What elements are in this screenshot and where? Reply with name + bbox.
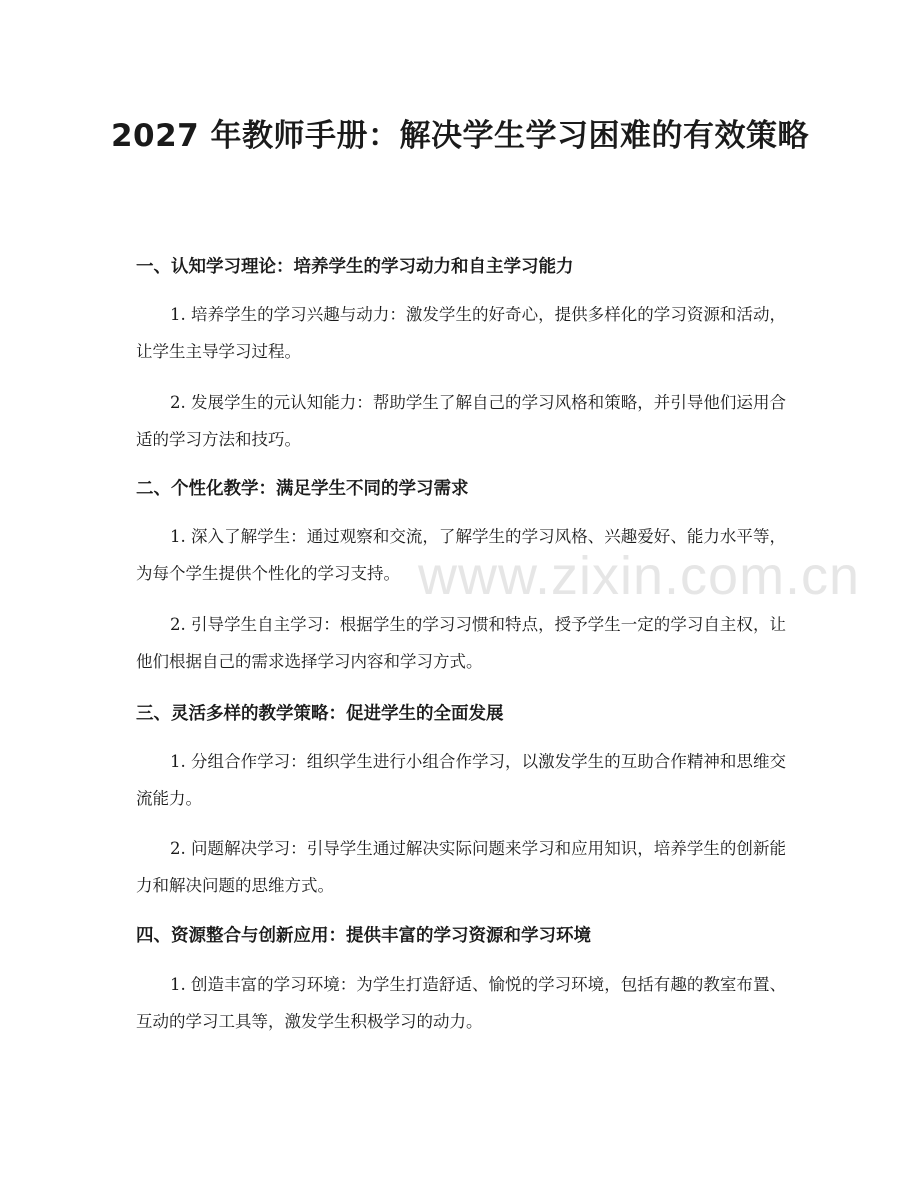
section-2-paragraph-2: 2. 引导学生自主学习：根据学生的学习习惯和特点，授予学生一定的学习自主权，让他们根据自己的需求选择学习内容和学习方式。: [136, 615, 786, 671]
section-2-paragraph-1: 1. 深入了解学生：通过观察和交流，了解学生的学习风格、兴趣爱好、能力水平等，为每个学生提供个性化的学习支持。: [136, 527, 786, 583]
section-heading-4: 四、资源整合与创新应用：提供丰富的学习资源和学习环境: [136, 926, 591, 946]
section-3-paragraph-2: 2. 问题解决学习：引导学生通过解决实际问题来学习和应用知识，培养学生的创新能力和解决问题的思维方式。: [136, 839, 786, 895]
section-3-paragraph-1: 1. 分组合作学习：组织学生进行小组合作学习，以激发学生的互助合作精神和思维交流能力。: [136, 752, 786, 808]
section-4-paragraph-1: 1. 创造丰富的学习环境：为学生打造舒适、愉悦的学习环境，包括有趣的教室布置、互动的学习工具等，激发学生积极学习的动力。: [136, 975, 786, 1031]
watermark: www.zixin.com.cn: [418, 546, 861, 606]
section-heading-1: 一、认知学习理论：培养学生的学习动力和自主学习能力: [136, 257, 574, 277]
section-heading-3: 三、灵活多样的教学策略：促进学生的全面发展: [136, 704, 504, 724]
section-1-paragraph-2: 2. 发展学生的元认知能力：帮助学生了解自己的学习风格和策略，并引导他们运用合适的学习方法和技巧。: [136, 393, 786, 449]
section-heading-2: 二、个性化教学：满足学生不同的学习需求: [136, 479, 469, 499]
section-1-paragraph-1: 1. 培养学生的学习兴趣与动力：激发学生的好奇心，提供多样化的学习资源和活动，让学生主导学习过程。: [136, 305, 786, 361]
document-title: 2027 年教师手册：解决学生学习困难的有效策略: [110, 118, 810, 154]
